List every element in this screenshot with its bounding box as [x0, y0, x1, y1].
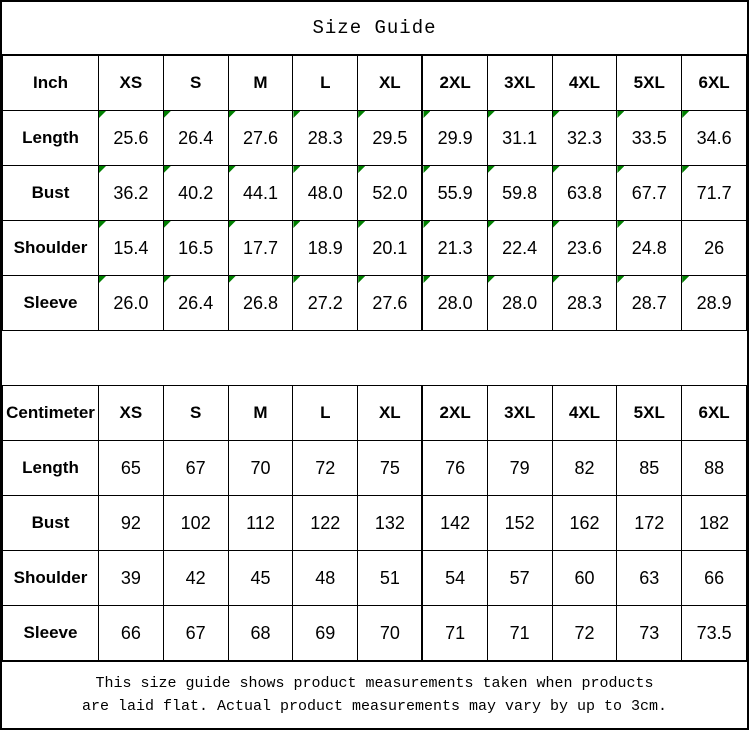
cell-corner-indicator-icon: [617, 111, 624, 118]
row-label-cell: Bust: [3, 166, 99, 221]
value-cell: [228, 276, 293, 331]
value-cell: [358, 166, 423, 221]
value-text: 16.5: [178, 237, 214, 258]
value-cell: [682, 276, 747, 331]
value-text: 27.2: [307, 292, 343, 313]
value-text: 172: [634, 512, 665, 533]
cell-corner-indicator-icon: [553, 276, 560, 283]
size-column-header: 2XL: [422, 386, 487, 441]
value-text: 162: [569, 512, 600, 533]
value-cell: [228, 551, 293, 606]
row-label-cell: Shoulder: [3, 221, 99, 276]
value-text: 67.7: [631, 182, 667, 203]
cell-corner-indicator-icon: [553, 111, 560, 118]
value-text: 57: [509, 567, 530, 588]
value-cell: [552, 221, 617, 276]
size-column-header: 6XL: [682, 386, 747, 441]
size-column-header: 4XL: [552, 386, 617, 441]
size-header-row: [3, 386, 747, 441]
value-cell: [99, 221, 164, 276]
value-text: 28.3: [566, 292, 602, 313]
row-label-cell: Shoulder: [3, 551, 99, 606]
measurement-row: [3, 496, 747, 551]
value-cell: [228, 111, 293, 166]
cell-corner-indicator-icon: [682, 276, 689, 283]
cell-corner-indicator-icon: [99, 276, 106, 283]
value-cell: [358, 276, 423, 331]
value-text: 29.9: [437, 127, 473, 148]
value-cell: [163, 111, 228, 166]
value-cell: [163, 496, 228, 551]
value-cell: [228, 496, 293, 551]
value-text: 28.3: [307, 127, 343, 148]
value-text: 21.3: [437, 237, 473, 258]
value-text: 26: [704, 237, 725, 258]
value-cell: [293, 111, 358, 166]
value-text: 34.6: [696, 127, 732, 148]
value-cell: [682, 606, 747, 661]
value-text: 82: [574, 457, 595, 478]
value-cell: [163, 441, 228, 496]
value-cell: [422, 111, 487, 166]
value-cell: [422, 496, 487, 551]
value-text: 70: [379, 622, 400, 643]
row-label-cell: Sleeve: [3, 606, 99, 661]
value-cell: [552, 551, 617, 606]
value-text: 66: [704, 567, 725, 588]
value-text: 45: [250, 567, 271, 588]
value-cell: [422, 551, 487, 606]
value-text: 76: [445, 457, 466, 478]
value-cell: [552, 441, 617, 496]
row-label-cell: Length: [3, 441, 99, 496]
value-cell: [358, 111, 423, 166]
cell-corner-indicator-icon: [229, 221, 236, 228]
cell-corner-indicator-icon: [164, 276, 171, 283]
measurement-row: [3, 166, 747, 221]
size-column-header: L: [293, 56, 358, 111]
measurement-row: [3, 276, 747, 331]
value-text: 51: [379, 567, 400, 588]
value-cell: [422, 276, 487, 331]
value-text: 36.2: [113, 182, 149, 203]
cell-corner-indicator-icon: [682, 166, 689, 173]
value-cell: [293, 166, 358, 221]
value-cell: [99, 276, 164, 331]
cell-corner-indicator-icon: [682, 111, 689, 118]
value-cell: [358, 221, 423, 276]
value-text: 60: [574, 567, 595, 588]
value-text: 44.1: [242, 182, 279, 203]
value-cell: [682, 166, 747, 221]
value-text: 65: [120, 457, 141, 478]
cell-corner-indicator-icon: [553, 166, 560, 173]
cell-corner-indicator-icon: [617, 166, 624, 173]
cell-corner-indicator-icon: [423, 276, 430, 283]
cell-corner-indicator-icon: [164, 166, 171, 173]
value-cell: [99, 111, 164, 166]
value-text: 54: [445, 567, 466, 588]
value-text: 132: [374, 512, 405, 533]
value-cell: [228, 606, 293, 661]
value-cell: [682, 221, 747, 276]
value-text: 85: [639, 457, 660, 478]
size-column-header: 2XL: [422, 56, 487, 111]
value-cell: [228, 221, 293, 276]
value-cell: [682, 441, 747, 496]
value-text: 112: [246, 512, 275, 533]
value-text: 48: [315, 567, 336, 588]
size-column-header: XS: [99, 386, 164, 441]
value-text: 142: [440, 512, 471, 533]
size-column-header: 6XL: [682, 56, 747, 111]
value-cell: [422, 166, 487, 221]
value-text: 26.8: [242, 292, 279, 313]
value-cell: [358, 551, 423, 606]
value-cell: [617, 496, 682, 551]
value-text: 72: [315, 457, 336, 478]
cell-corner-indicator-icon: [617, 276, 624, 283]
cell-corner-indicator-icon: [488, 166, 495, 173]
cell-corner-indicator-icon: [488, 221, 495, 228]
size-table: [2, 55, 747, 661]
value-text: 28.9: [696, 292, 732, 313]
value-text: 71: [445, 622, 466, 643]
value-cell: [163, 551, 228, 606]
cell-corner-indicator-icon: [423, 111, 430, 118]
value-text: 20.1: [372, 237, 408, 258]
value-text: 75: [379, 457, 400, 478]
row-label-cell: Length: [3, 111, 99, 166]
value-cell: [487, 166, 552, 221]
cell-corner-indicator-icon: [293, 111, 300, 118]
cell-corner-indicator-icon: [164, 111, 171, 118]
cell-corner-indicator-icon: [293, 166, 300, 173]
cell-corner-indicator-icon: [553, 221, 560, 228]
size-column-header: 5XL: [617, 386, 682, 441]
value-cell: [552, 166, 617, 221]
value-cell: [552, 111, 617, 166]
value-cell: [617, 111, 682, 166]
value-cell: [358, 606, 423, 661]
cell-corner-indicator-icon: [423, 221, 430, 228]
value-cell: [293, 606, 358, 661]
value-text: 69: [315, 622, 336, 643]
value-cell: [682, 551, 747, 606]
value-cell: [293, 441, 358, 496]
cell-corner-indicator-icon: [99, 221, 106, 228]
value-cell: [487, 276, 552, 331]
value-text: 67: [185, 622, 206, 643]
value-cell: [552, 496, 617, 551]
size-column-header: XL: [358, 386, 423, 441]
value-cell: [552, 606, 617, 661]
value-cell: [163, 221, 228, 276]
size-column-header: 4XL: [552, 56, 617, 111]
cell-corner-indicator-icon: [293, 221, 300, 228]
measurement-row: [3, 111, 747, 166]
value-text: 40.2: [178, 182, 214, 203]
value-text: 63: [639, 567, 660, 588]
measurement-row: [3, 441, 747, 496]
size-table-body: [3, 56, 747, 661]
value-text: 122: [310, 512, 341, 533]
size-column-header: S: [163, 56, 228, 111]
size-column-header: M: [228, 56, 293, 111]
cell-corner-indicator-icon: [229, 111, 236, 118]
value-text: 39: [120, 567, 141, 588]
value-cell: [617, 221, 682, 276]
size-column-header: L: [293, 386, 358, 441]
value-cell: [163, 166, 228, 221]
value-cell: [422, 606, 487, 661]
cell-corner-indicator-icon: [99, 111, 106, 118]
value-text: 31.1: [502, 127, 538, 148]
size-column-header: S: [163, 386, 228, 441]
value-text: 102: [180, 512, 211, 533]
measurement-row: [3, 606, 747, 661]
cell-corner-indicator-icon: [164, 221, 171, 228]
value-cell: [228, 441, 293, 496]
cell-corner-indicator-icon: [229, 166, 236, 173]
value-text: 17.7: [242, 237, 279, 258]
value-text: 72: [574, 622, 595, 643]
value-cell: [163, 606, 228, 661]
value-text: 152: [504, 512, 535, 533]
value-text: 92: [120, 512, 141, 533]
size-column-header: 3XL: [487, 56, 552, 111]
value-text: 63.8: [566, 182, 602, 203]
value-text: 26.4: [178, 292, 214, 313]
footer-note-line2: are laid flat. Actual product measurements may vary by up to 3cm.: [81, 698, 668, 715]
value-cell: [617, 166, 682, 221]
value-cell: [682, 496, 747, 551]
value-cell: [422, 441, 487, 496]
value-text: 27.6: [372, 292, 408, 313]
page-title: Size Guide: [2, 2, 747, 55]
value-text: 182: [699, 512, 730, 533]
footer-note-line1: This size guide shows product measurements taken when products: [95, 675, 654, 692]
value-cell: [99, 496, 164, 551]
value-cell: [487, 496, 552, 551]
value-cell: [293, 551, 358, 606]
value-cell: [617, 551, 682, 606]
value-text: 15.4: [113, 237, 149, 258]
spacer-cell: [3, 331, 747, 386]
cell-corner-indicator-icon: [488, 276, 495, 283]
spacer-row: [3, 331, 747, 386]
value-text: 88: [704, 457, 725, 478]
cell-corner-indicator-icon: [293, 276, 300, 283]
size-header-row: [3, 56, 747, 111]
size-column-header: XS: [99, 56, 164, 111]
value-text: 23.6: [566, 237, 602, 258]
value-cell: [487, 606, 552, 661]
value-cell: [293, 276, 358, 331]
value-text: 28.7: [631, 292, 667, 313]
value-text: 67: [185, 457, 206, 478]
value-text: 22.4: [502, 237, 538, 258]
value-cell: [552, 276, 617, 331]
footer-note: [2, 661, 747, 728]
value-cell: [422, 221, 487, 276]
value-text: 33.5: [631, 127, 667, 148]
measurement-row: [3, 221, 747, 276]
size-column-header: 5XL: [617, 56, 682, 111]
value-cell: [617, 606, 682, 661]
value-text: 28.0: [502, 292, 538, 313]
cell-corner-indicator-icon: [617, 221, 624, 228]
value-text: 70: [250, 457, 271, 478]
value-cell: [358, 441, 423, 496]
value-cell: [487, 221, 552, 276]
value-text: 25.6: [113, 127, 149, 148]
cell-corner-indicator-icon: [358, 111, 365, 118]
measurement-row: [3, 551, 747, 606]
value-cell: [487, 111, 552, 166]
value-cell: [487, 551, 552, 606]
value-cell: [358, 496, 423, 551]
cell-corner-indicator-icon: [229, 276, 236, 283]
value-cell: [99, 551, 164, 606]
value-cell: [99, 606, 164, 661]
value-text: 71: [509, 622, 530, 643]
cell-corner-indicator-icon: [423, 166, 430, 173]
value-cell: [487, 441, 552, 496]
value-text: 26.4: [178, 127, 214, 148]
value-cell: [99, 441, 164, 496]
value-text: 26.0: [113, 292, 149, 313]
value-text: 55.9: [437, 182, 473, 203]
value-cell: [617, 441, 682, 496]
value-cell: [228, 166, 293, 221]
value-cell: [617, 276, 682, 331]
value-text: 18.9: [307, 237, 343, 258]
value-cell: [682, 111, 747, 166]
value-text: 59.8: [502, 182, 538, 203]
value-text: 24.8: [631, 237, 667, 258]
row-label-cell: Bust: [3, 496, 99, 551]
value-text: 68: [250, 622, 271, 643]
cell-corner-indicator-icon: [99, 166, 106, 173]
size-column-header: M: [228, 386, 293, 441]
cell-corner-indicator-icon: [358, 276, 365, 283]
value-text: 73: [639, 622, 660, 643]
unit-header-cell: Centimeter: [3, 386, 99, 441]
value-text: 28.0: [437, 292, 473, 313]
value-text: 42: [185, 567, 206, 588]
value-text: 32.3: [566, 127, 602, 148]
value-text: 52.0: [372, 182, 408, 203]
value-text: 27.6: [242, 127, 279, 148]
value-text: 29.5: [372, 127, 408, 148]
size-column-header: XL: [358, 56, 423, 111]
value-cell: [293, 496, 358, 551]
row-label-cell: Sleeve: [3, 276, 99, 331]
value-text: 66: [120, 622, 141, 643]
value-text: 73.5: [696, 622, 732, 643]
value-text: 71.7: [696, 182, 732, 203]
value-cell: [99, 166, 164, 221]
cell-corner-indicator-icon: [358, 221, 365, 228]
value-text: 48.0: [307, 182, 343, 203]
unit-header-cell: Inch: [3, 56, 99, 111]
cell-corner-indicator-icon: [358, 166, 365, 173]
value-text: 79: [509, 457, 530, 478]
value-cell: [293, 221, 358, 276]
cell-corner-indicator-icon: [488, 111, 495, 118]
value-cell: [163, 276, 228, 331]
size-column-header: 3XL: [487, 386, 552, 441]
